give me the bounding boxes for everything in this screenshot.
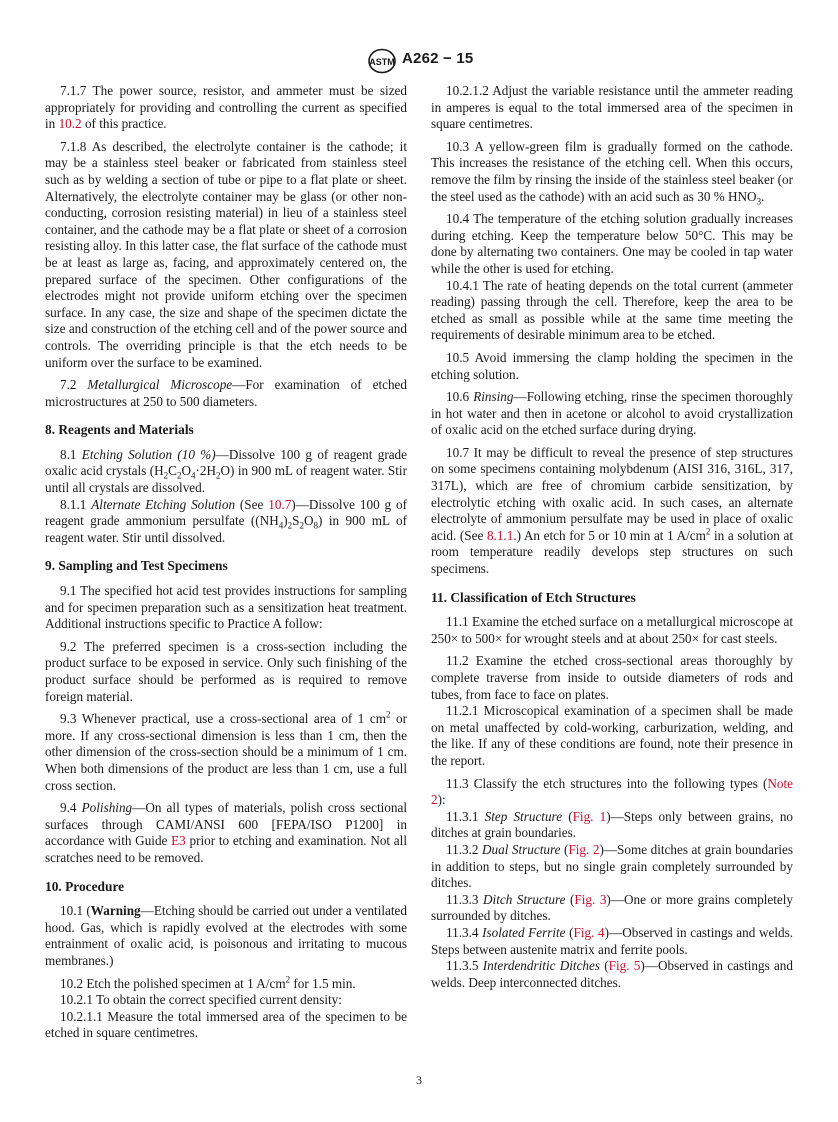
- right-column: [431, 83, 793, 991]
- ref-link[interactable]: Fig. 1: [572, 808, 607, 824]
- para-10-2: 10.2 Etch the polished specimen at 1 $A/cm^2$ for 1.5 min.: [60, 974, 356, 991]
- para-10-7: 10.7 It may be difficult to reveal the presence of step structures on some specimens containing molybdenum (AISI 316, 316L, 317, 317L), which are free of chromium carbide sensitization, by electrolytic etching with oxalic acid. In such cases, an alternate electrolyte of ammonium persulfate may be used in place of oxalic acid. (See 8.1.1.) An etch for 5 or 10 min at 1 $A/cm^2$ in a solution at room temperature readily develops step structures on such specimens.: [431, 444, 793, 577]
- para-10-1: 10.1 (Warning—Etching should be carried out under a ventilated hood. Gas, which is rapidly evolved at the electrodes with some entrainment of oxalic acid, is poisonous and irritating to mucous membranes.): [45, 903, 407, 968]
- para-10-3: 10.3 A yellow-green film is gradually formed on the cathode. This increases the resistance of the etching cell. When this occurs, remove the film by rinsing the inside of the stainless steel beaker (or the steel used as the cathode) with an acid such as 30 % $HNO_3$.: [431, 138, 793, 207]
- ref-link[interactable]: 8.1.1.: [486, 527, 517, 543]
- ref-link[interactable]: Fig. 3: [574, 891, 607, 907]
- para-11-3-5: 11.3.5 Interdendritic Ditches (Fig. 5)—Observed in castings and welds. Deep interconnected ditches.: [431, 958, 793, 990]
- para-9-3: 9.3 Whenever practical, use a cross-sectional area of 1 $cm^2$ or more. If any cross-sectional dimension is less than 1 cm, then the other dimension of the cross-section should be a minimum of 1 cm. When both dimensions of the product are less than 1 cm, use a full cross section.: [45, 709, 407, 793]
- para-10-5: 10.5 Avoid immersing the clamp holding the specimen in the etching solution.: [431, 349, 793, 382]
- para-11-2-1: 11.2.1 Microscopical examination of a specimen shall be made on metal unaffected by cold-working, carburization, welding, and the like. If any of these conditions are found, note their presence in the report.: [431, 703, 793, 768]
- ref-link[interactable]: Fig. 4: [573, 924, 605, 940]
- ref-link[interactable]: 10.2: [58, 116, 82, 132]
- para-11-3-2: 11.3.2 Dual Structure (Fig. 2)—Some ditches at grain boundaries in addition to steps, but no single grain completely surrounded by ditches.: [431, 841, 794, 891]
- astm-logo-icon: [367, 48, 397, 74]
- ref-link[interactable]: 10.7: [268, 496, 292, 512]
- section-heading-10: 10. Procedure: [45, 878, 125, 894]
- page-header: [0, 48, 838, 78]
- para-11-3-1: 11.3.1 Step Structure (Fig. 1)—Steps only between grains, no ditches at grain boundaries.: [431, 808, 794, 841]
- para-8-1-1: 8.1.1 Alternate Etching Solution (See 10.7)—Dissolve 100 g of reagent grade ammonium persulfate $((NH_4)_2S_2O_8)$ in 900 mL of reagent water. Stir until dissolved.: [45, 496, 407, 545]
- para-10-4-1: 10.4.1 The rate of heating depends on the total current (ammeter reading) passing through the cell. Therefore, keep the area to be etched as small as possible while at the same time meeting the requirements of desirable minimum area to be etched.: [431, 277, 793, 343]
- para-10-6: 10.6 Rinsing—Following etching, rinse the specimen thoroughly in hot water and then in acetone or alcohol to avoid crystallization of oxalic acid on the etched surface during drying.: [431, 389, 794, 438]
- para-11-3-3: 11.3.3 Ditch Structure (Fig. 3)—One or more grains completely surrounded by ditches.: [431, 891, 794, 924]
- para-11-3: 11.3 Classify the etch structures into the following types (Note 2):: [431, 775, 793, 808]
- para-7-2: 7.2 Metallurgical Microscope—For examination of etched microstructures at 250 to 500 diameters.: [45, 377, 408, 409]
- para-9-1: 9.1 The specified hot acid test provides instructions for sampling and for specimen preparation such as a sensitization heat treatment. Additional instructions specific to Practice A follow:: [45, 583, 407, 632]
- ref-link[interactable]: Fig. 2: [568, 841, 600, 857]
- ref-link[interactable]: E3: [171, 833, 186, 849]
- para-11-1: 11.1 Examine the etched surface on a metallurgical microscope at 250× to 500× for wrought steels and at about 250× for cast steels.: [431, 614, 793, 646]
- para-10-4: 10.4 The temperature of the etching solution gradually increases during etching. Keep the temperature below 50°C. This may be done by alternating two containers. One may be cooled in tap water while the other is used for etching.: [431, 211, 793, 276]
- ref-link[interactable]: Note 2: [431, 775, 793, 808]
- para-9-2: 9.2 The preferred specimen is a cross-section including the product surface to be exposed in service. Only such finishing of the product surface should be performed as is required to remove foreign material.: [45, 638, 407, 704]
- para-11-2: 11.2 Examine the etched cross-sectional areas thoroughly by complete traverse from inside to outside diameters of rods and tubes, from face to face on plates.: [431, 653, 793, 702]
- logo-text: ASTM: [369, 57, 395, 67]
- left-column: [45, 83, 407, 1048]
- section-heading-9: 9. Sampling and Test Specimens: [45, 558, 228, 574]
- para-8-1: 8.1 Etching Solution (10 %)—Dissolve 100 g of reagent grade oxalic acid crystals $(H_2C_2O_4\cdot 2H_2O)$ in 900 mL of reagent water. Stir until all crystals are dissolved.: [45, 446, 408, 496]
- section-heading-8: 8. Reagents and Materials: [45, 422, 194, 438]
- ref-link[interactable]: Fig. 5: [608, 958, 641, 974]
- para-7-1-7: 7.1.7 The power source, resistor, and ammeter must be sized appropriately for providing and controlling the current as specified in 10.2 of this practice.: [45, 83, 407, 132]
- page-number: 3: [416, 1073, 422, 1087]
- para-10-2-1: 10.2.1 To obtain the correct specified current density:: [60, 992, 342, 1008]
- para-9-4: 9.4 Polishing—On all types of materials, polish cross sectional surfaces through CAMI/ANSI 600 [FEPA/ISO P1200] in accordance with Guide E3 prior to etching and examination. Not all scratches need to be removed.: [45, 800, 408, 865]
- para-7-1-8: 7.1.8 As described, the electrolyte container is the cathode; it may be a stainless steel beaker or fabricated from stainless steel such as by welding a section of tube or pipe to a flat plate or sheet. Alternatively, the electrolyte container may be glass (or other non-conducting, corrosion resisting material) in lieu of a stainless steel container, and the cathode may be a flat plate or sheet of a corrosion resisting alloy. In this latter case, the flat surface of the cathode must be at least as large as, facing, and approximately centered on, the prepared surface of the specimen. Other configurations of the electrodes might not provide uniform etching over the specimen surface. In any case, the size and shape of the specimen dictate the size and construction of the etching cell and of the power source and controls. The overriding principle is that the etch needs to be uniform over the surface to be examined.: [45, 138, 407, 370]
- document-designation: A262 − 15: [402, 50, 474, 67]
- para-11-3-4: 11.3.4 Isolated Ferrite (Fig. 4)—Observed in castings and welds. Steps between austenite matrix and ferrite pools.: [431, 924, 794, 957]
- section-heading-11: 11. Classification of Etch Structures: [431, 589, 636, 605]
- para-10-2-1-1: 10.2.1.1 Measure the total immersed area of the specimen to be etched in square centimetres.: [45, 1008, 407, 1041]
- para-10-2-1-2: 10.2.1.2 Adjust the variable resistance until the ammeter reading in amperes is equal to the total immersed area of the specimen in square centimetres.: [431, 83, 793, 132]
